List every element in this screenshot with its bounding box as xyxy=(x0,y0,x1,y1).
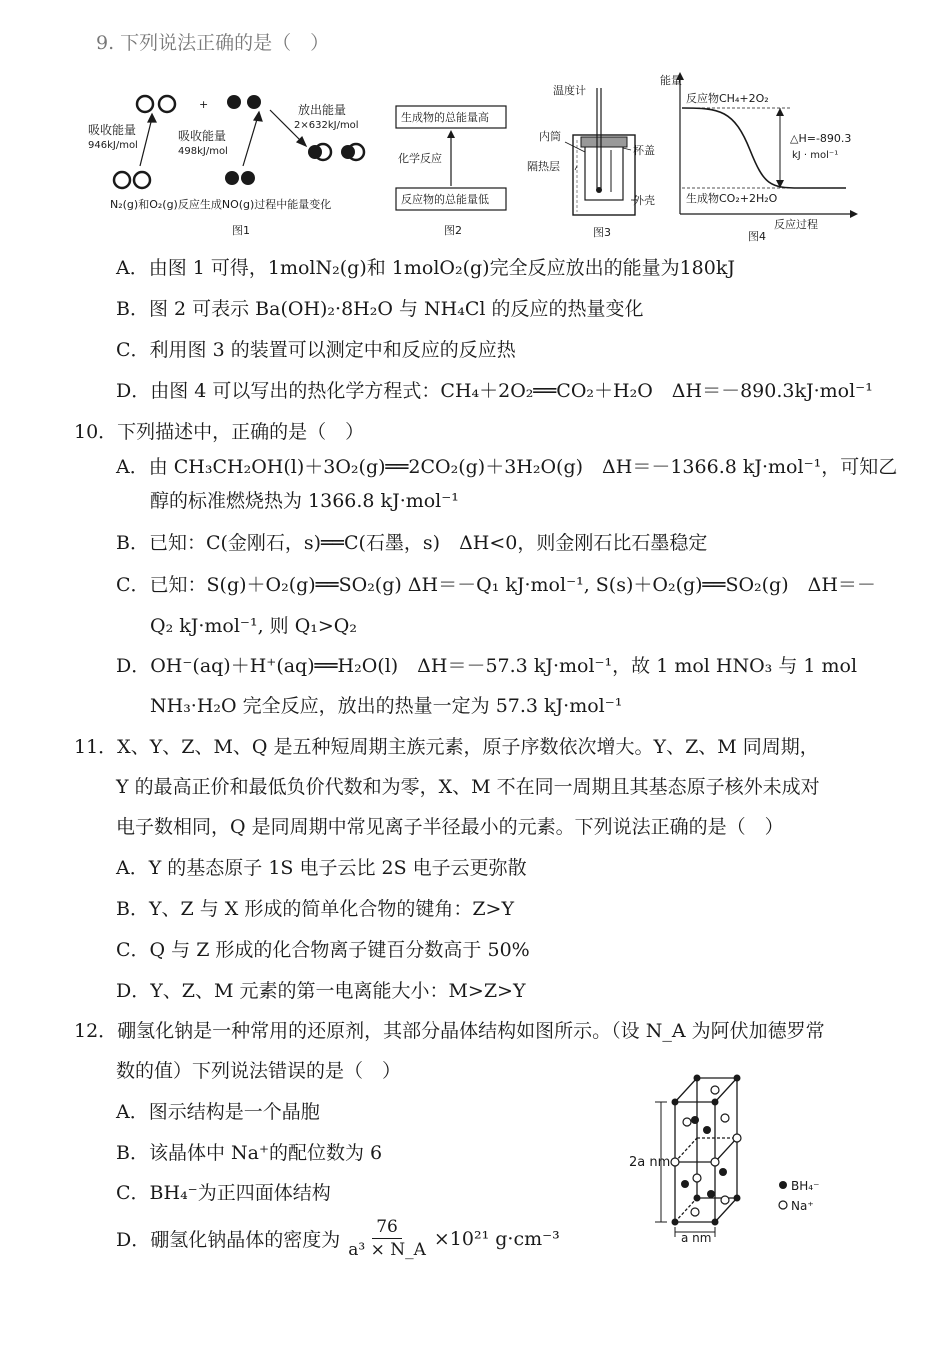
fig3-inner-label: 内筒 xyxy=(539,130,561,143)
q12-stem-line1: 12．硼氢化钠是一种常用的还原剂，其部分晶体结构如图所示。（设 N_A 为阿伏加德罗常 xyxy=(74,1020,825,1042)
q11-stem-line1: 11．X、Y、Z、M、Q 是五种短周期主族元素，原子序数依次增大。Y、Z、M 同周期， xyxy=(74,736,819,758)
fig2-bottom-box: 反应物的总能量低 xyxy=(401,193,489,206)
figure-3-calorimeter xyxy=(525,80,670,242)
density-numerator: 76 xyxy=(372,1216,402,1239)
fig2-top-box: 生成物的总能量高 xyxy=(401,111,489,124)
crystal-structure-diagram xyxy=(625,1072,860,1247)
fig4-y-label: 能量 xyxy=(660,74,682,87)
cut-off-question-header: 9. 下列说法正确的是（ ） xyxy=(96,32,330,54)
fig2-name: 图2 xyxy=(444,224,462,237)
q11-stem-line2: Y 的最高正价和最低负价代数和为零，X、M 不在同一周期且其基态原子核外未成对 xyxy=(116,776,820,798)
density-fraction xyxy=(344,1216,430,1261)
q11-option-a: A．Y 的基态原子 1S 电子云比 2S 电子云更弥散 xyxy=(116,857,527,879)
fig4-delta-h: △H=-890.3 xyxy=(790,132,852,145)
fig1-absorb-value-2: 498kJ/mol xyxy=(178,146,228,157)
fig4-name: 图4 xyxy=(748,230,766,242)
fig3-shell-label: 外壳 xyxy=(633,194,655,207)
figure-2-energy-boxes xyxy=(392,100,512,242)
crystal-height-label: 2a nm xyxy=(629,1155,671,1170)
q9-option-c: C．利用图 3 的装置可以测定中和反应的反应热 xyxy=(116,339,516,361)
fig1-release-label: 放出能量 xyxy=(298,103,347,117)
legend-bh4: BH₄⁻ xyxy=(791,1179,820,1193)
q11-option-b: B．Y、Z 与 X 形成的简单化合物的键角：Z>Y xyxy=(116,898,515,920)
fig1-caption: N₂(g)和O₂(g)反应生成NO(g)过程中能量变化 xyxy=(110,198,332,211)
q12-option-b: B．该晶体中 Na⁺的配位数为 6 xyxy=(116,1142,383,1164)
svg-text:+: + xyxy=(199,98,209,111)
density-denominator: a³ × N_A xyxy=(348,1240,426,1260)
q11-option-d: D．Y、Z、M 元素的第一电离能大小：M>Z>Y xyxy=(116,980,526,1002)
fig1-absorb-value-1: 946kJ/mol xyxy=(88,140,138,151)
legend-na: Na⁺ xyxy=(791,1199,814,1213)
fig3-lid-label: 杯盖 xyxy=(633,144,655,157)
q12-stem-line2: 数的值）下列说法错误的是（ ） xyxy=(116,1060,402,1082)
q10-option-d-line2: NH₃·H₂O 完全反应，放出的热量一定为 57.3 kJ·mol⁻¹ xyxy=(150,695,623,717)
q10-option-c-line1: C．已知：S(g)＋O₂(g)══SO₂(g) ΔH＝－Q₁ kJ·mol⁻¹, S(s)＋O₂(g)══SO₂(g) ΔH＝－ xyxy=(116,574,876,596)
fig3-name: 图3 xyxy=(593,226,611,239)
figure-1-bond-energy xyxy=(80,82,390,242)
q10-option-b: B．已知：C(金刚石，s)══C(石墨，s) ΔH<0，则金刚石比石墨稳定 xyxy=(116,532,708,554)
q10-option-a-line2: 醇的标准燃烧热为 1366.8 kJ·mol⁻¹ xyxy=(150,490,459,512)
fig1-absorb-label-1: 吸收能量 xyxy=(88,123,137,137)
fig3-thermometer-label: 温度计 xyxy=(553,84,586,97)
q9-option-d: D．由图 4 可以写出的热化学方程式：CH₄＋2O₂══CO₂＋H₂O ΔH＝－890.3kJ·mol⁻¹ xyxy=(116,380,873,402)
fig1-release-value: 2×632kJ/mol xyxy=(294,120,359,131)
fig4-x-label: 反应过程 xyxy=(774,218,818,231)
fig4-unit: kJ · mol⁻¹ xyxy=(792,150,839,161)
q10-option-a-line1: A．由 CH₃CH₂OH(l)＋3O₂(g)══2CO₂(g)＋3H₂O(g) ΔH＝－1366.8 kJ·mol⁻¹，可知乙 xyxy=(116,456,898,478)
fig3-insulation-label: 隔热层 xyxy=(527,160,560,173)
fig4-reactants: 反应物CH₄+2O₂ xyxy=(686,92,769,105)
fig1-name: 图1 xyxy=(232,224,250,237)
q12-option-d xyxy=(116,1216,560,1261)
q11-option-c: C．Q 与 Z 形成的化合物离子键百分数高于 50% xyxy=(116,939,530,961)
crystal-width-label: a nm xyxy=(681,1231,712,1245)
q12-option-a: A．图示结构是一个晶胞 xyxy=(116,1101,320,1123)
fig1-absorb-label-2: 吸收能量 xyxy=(178,129,227,143)
figure-4-energy-profile xyxy=(660,70,865,242)
q9-option-b: B．图 2 可表示 Ba(OH)₂·8H₂O 与 NH₄Cl 的反应的热量变化 xyxy=(116,298,644,320)
q10-option-c-line2: Q₂ kJ·mol⁻¹, 则 Q₁>Q₂ xyxy=(150,615,358,637)
q12-option-c: C．BH₄⁻为正四面体结构 xyxy=(116,1182,331,1204)
fig4-products: 生成物CO₂+2H₂O xyxy=(686,192,778,205)
q10-option-d-line1: D．OH⁻(aq)＋H⁺(aq)══H₂O(l) ΔH＝－57.3 kJ·mol⁻¹，故 1 mol HNO₃ 与 1 mol xyxy=(116,655,858,677)
q12-option-d-prefix: D．硼氢化钠晶体的密度为 xyxy=(116,1229,341,1251)
q9-option-a: A．由图 1 可得，1molN₂(g)和 1molO₂(g)完全反应放出的能量为180kJ xyxy=(116,257,735,279)
q12-option-d-suffix: ×10²¹ g·cm⁻³ xyxy=(433,1227,560,1250)
q10-stem: 10．下列描述中，正确的是（ ） xyxy=(74,421,365,443)
fig2-middle: 化学反应 xyxy=(398,152,442,165)
q11-stem-line3: 电子数相同，Q 是同周期中常见离子半径最小的元素。下列说法正确的是（ ） xyxy=(116,816,784,838)
